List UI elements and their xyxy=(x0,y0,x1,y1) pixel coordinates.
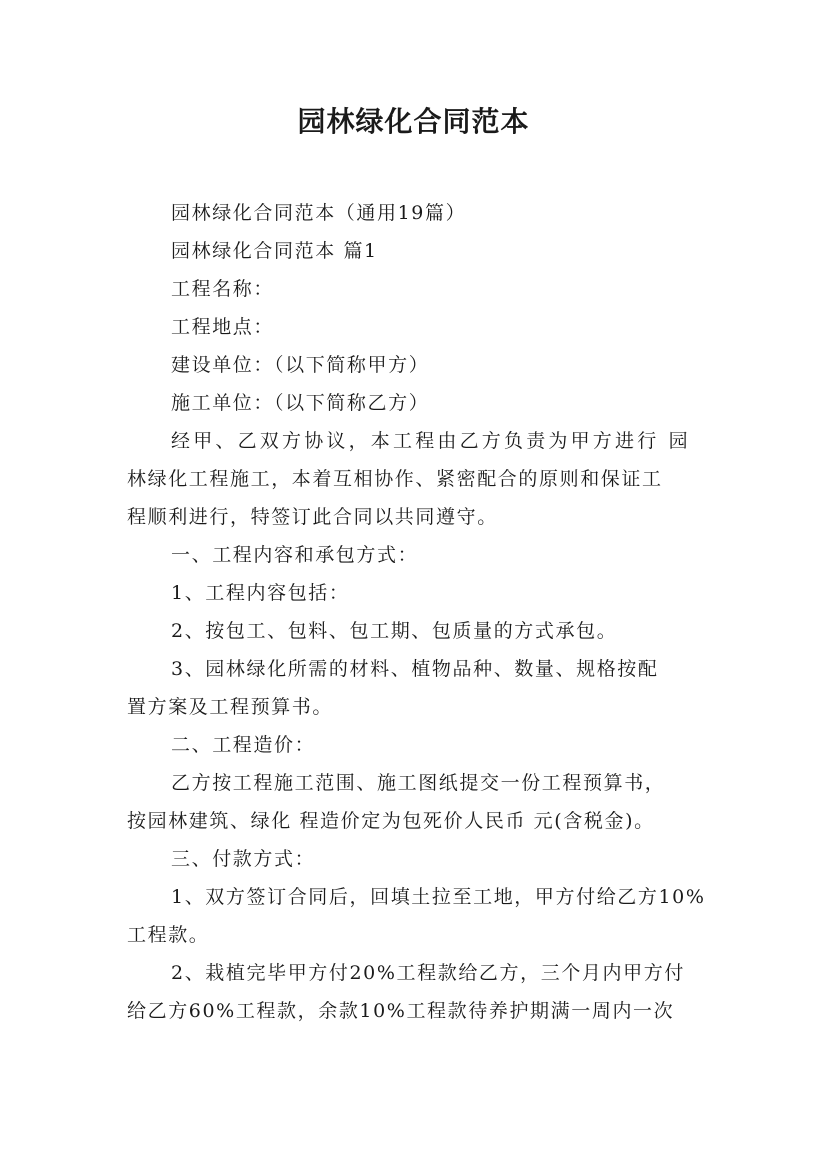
text-line: 给乙方60%工程款，余款10%工程款待养护期满一周内一次 xyxy=(127,1000,675,1022)
text-line: 二、工程造价： xyxy=(171,734,316,756)
text-line: 工程名称： xyxy=(171,278,275,300)
text-line: 三、付款方式： xyxy=(171,848,316,870)
text-line: 3、园林绿化所需的材料、植物品种、数量、规格按配 xyxy=(171,658,659,680)
text-line: 工程地点： xyxy=(171,316,275,338)
text-line: 2、按包工、包料、包工期、包质量的方式承包。 xyxy=(171,620,618,642)
text-line: 1、双方签订合同后，回填土拉至工地，甲方付给乙方10% xyxy=(171,886,706,908)
text-line: 1、工程内容包括： xyxy=(171,582,350,604)
text-line: 园林绿化合同范本 篇1 xyxy=(171,240,378,262)
text-line: 林绿化工程施工，本着互相协作、紧密配合的原则和保证工 xyxy=(127,468,663,490)
document-title: 园林绿化合同范本 xyxy=(297,105,530,138)
text-line: 经甲、乙双方协议，本工程由乙方负责为甲方进行 园 xyxy=(171,430,691,452)
text-line: 园林绿化合同范本（通用19篇） xyxy=(171,202,467,224)
text-line: 乙方按工程施工范围、施工图纸提交一份工程预算书， xyxy=(171,772,666,794)
text-line: 2、栽植完毕甲方付20%工程款给乙方，三个月内甲方付 xyxy=(171,962,685,984)
document-body xyxy=(127,194,709,1030)
text-line: 置方案及工程预算书。 xyxy=(127,696,334,718)
text-line: 程顺利进行，特签订此合同以共同遵守。 xyxy=(127,506,498,528)
text-line: 按园林建筑、绿化 程造价定为包死价人民币 元(含税金)。 xyxy=(127,810,655,832)
text-line: 建设单位：（以下简称甲方） xyxy=(171,354,430,376)
text-line: 工程款。 xyxy=(127,924,210,946)
text-line: 一、工程内容和承包方式： xyxy=(171,544,419,566)
text-line: 施工单位：（以下简称乙方） xyxy=(171,392,430,414)
